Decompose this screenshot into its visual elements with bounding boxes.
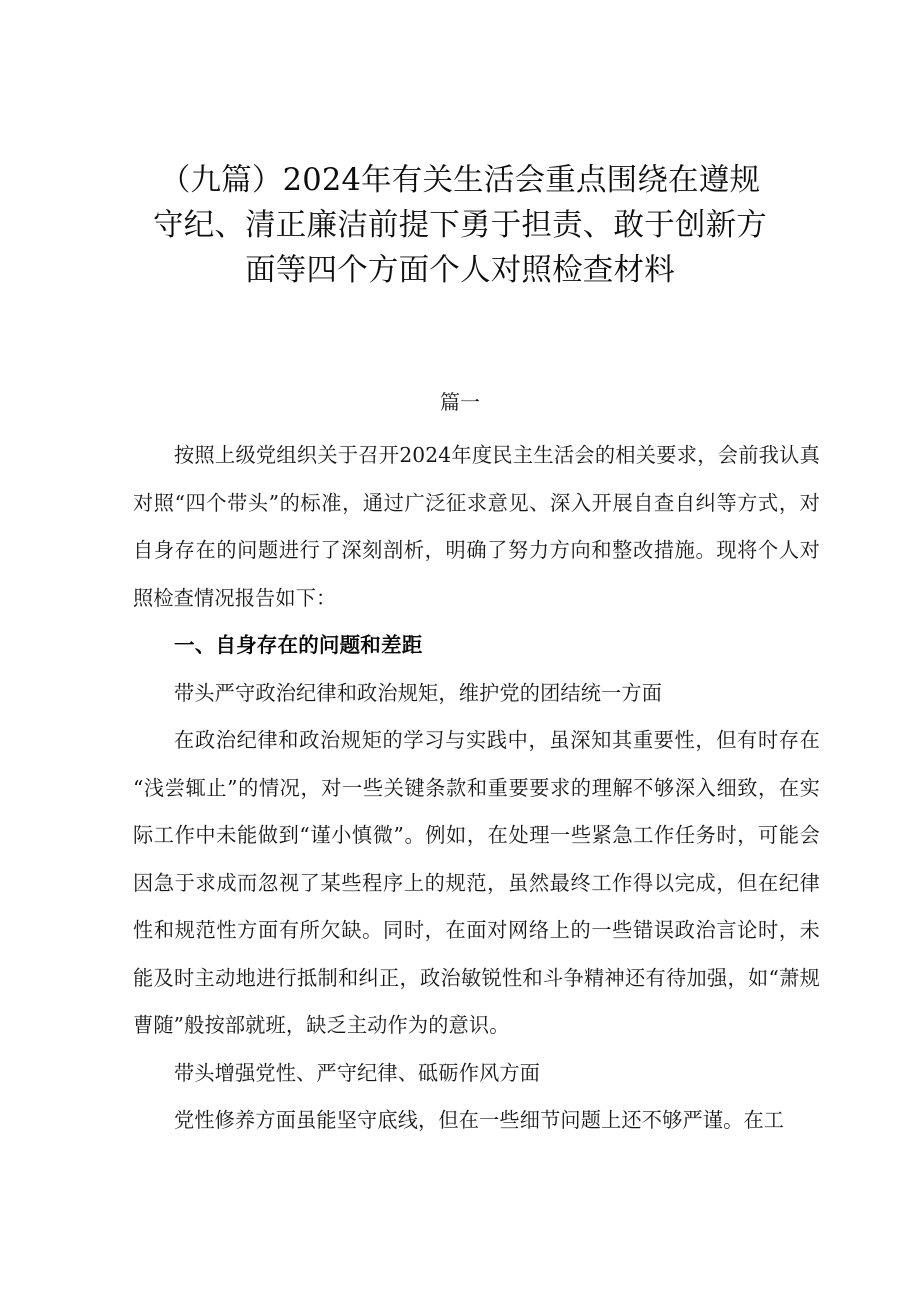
- document-title: [110, 158, 810, 293]
- body-paragraph-1: 按照上级党组织关于召开2024年度民主生活会的相关要求，会前我认真对照“四个带头”的标准，通过广泛征求意见、深入开展自查自纠等方式，对自身存在的问题进行了深刻剖析，明确了努力方向和整改措施。现将个人对照检查情况报告如下：: [133, 443, 820, 610]
- section-marker: 篇一: [440, 390, 480, 414]
- body-paragraph-3: 党性修养方面虽能坚守底线，但在一些细节问题上还不够严谨。在工: [174, 1108, 785, 1132]
- body-paragraph-2: 在政治纪律和政治规矩的学习与实践中，虽深知其重要性，但有时存在“浅尝辄止”的情况，对一些关键条款和重要要求的理解不够深入细致，在实际工作中未能做到“谨小慎微”。例如，在处理一些紧急工作任务时，可能会因急于求成而忽视了某些程序上的规范，虽然最终工作得以完成，但在纪律性和规范性方面有所欠缺。同时，在面对网络上的一些错误政治言论时，未能及时主动地进行抵制和纠正，政治敏锐性和斗争精神还有待加强，如“萧规曹随”般按部就班，缺乏主动作为的意识。: [133, 728, 820, 1037]
- document-title-line-2: 守纪、清正廉洁前提下勇于担责、敢于创新方: [153, 208, 767, 243]
- body-subheading-1: 带头严守政治纪律和政治规矩，维护党的团结统一方面: [174, 680, 663, 705]
- body-subheading-2: 带头增强党性、严守纪律、砥砺作风方面: [174, 1060, 541, 1085]
- document-title-line-1: （九篇）2024年有关生活会重点围绕在遵规: [159, 163, 761, 198]
- document-title-line-3: 面等四个方面个人对照检查材料: [245, 253, 675, 288]
- document-body: [133, 432, 820, 1145]
- body-heading-1: 一、自身存在的问题和差距: [174, 633, 423, 657]
